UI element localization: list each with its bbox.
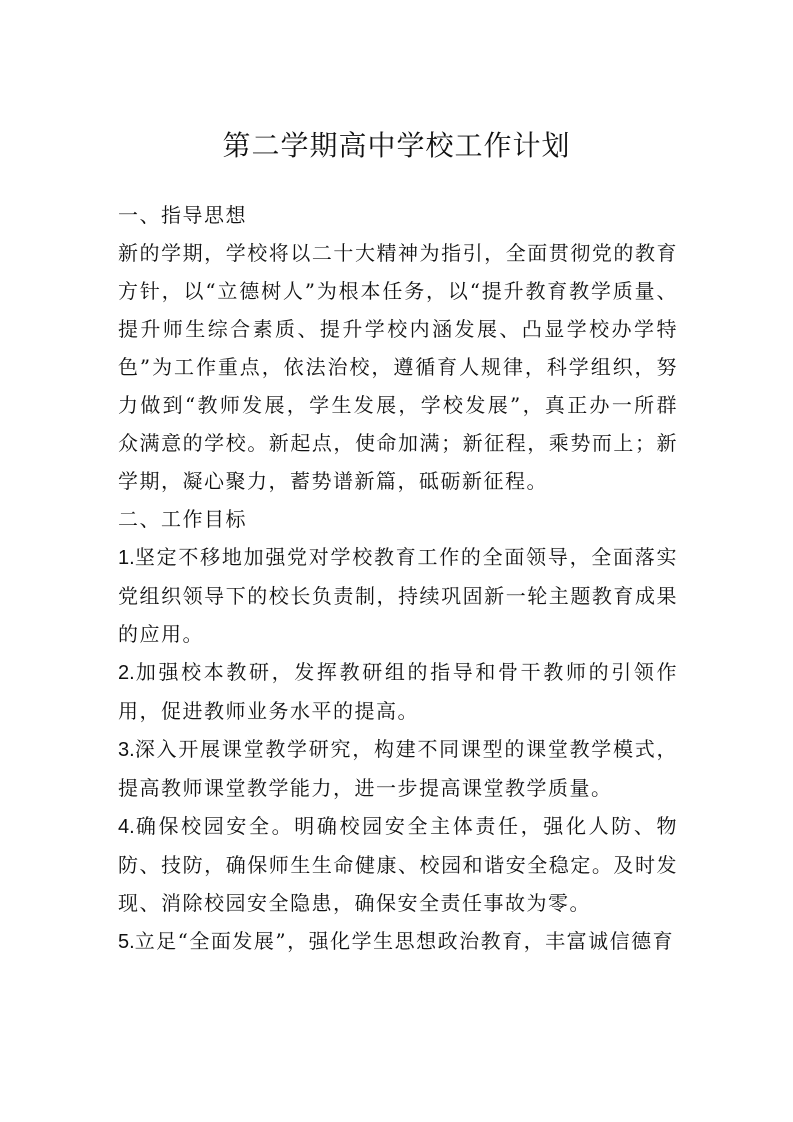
goal-text: 深入开展课堂教学研究，构建不同课型的课堂教学模式，提高教师课堂教学能力，进一步提高课堂教学质量。 [118, 737, 678, 800]
goal-item-4 [118, 807, 678, 922]
goal-item-5 [118, 922, 678, 961]
goal-text: 立足“全面发展”，强化学生思想政治教育，丰富诚信德育 [134, 929, 675, 953]
section-heading-work-goals: 二、工作目标 [118, 507, 247, 531]
goal-text: 加强校本教研，发挥教研组的指导和骨干教师的引领作用，促进教师业务水平的提高。 [118, 660, 678, 723]
document-title: 第二学期高中学校工作计划 [222, 129, 571, 162]
section-heading-guiding-ideology: 一、指导思想 [118, 203, 247, 227]
goal-number: 5. [118, 931, 135, 953]
guiding-ideology-paragraph: 新的学期，学校将以二十大精神为指引，全面贯彻党的教育方针，以“立德树人”为根本任务，以“提升教育教学质量、提升师生综合素质、提升学校内涵发展、凸显学校办学特色”为工作重点，依法治校，遵循育人规律，科学组织，努力做到“教师发展，学生发展，学校发展”，真正办一所群众满意的学校。新起点，使命加满；新征程，乘势而上；新学期，凝心聚力，蓄势谱新篇，砥砺新征程。 [118, 241, 678, 493]
goal-number: 4. [118, 816, 135, 838]
goal-item-2 [118, 653, 678, 730]
goal-number: 2. [118, 662, 135, 684]
goal-item-1 [118, 538, 678, 653]
document-body [118, 196, 678, 961]
goal-text: 坚定不移地加强党对学校教育工作的全面领导，全面落实党组织领导下的校长负责制，持续巩固新一轮主题教育成果的应用。 [118, 545, 678, 646]
goal-number: 3. [118, 739, 135, 761]
goal-text: 确保校园安全。明确校园安全主体责任，强化人防、物防、技防，确保师生生命健康、校园和谐安全稳定。及时发现、消除校园安全隐患，确保安全责任事故为零。 [118, 814, 678, 915]
goal-item-3 [118, 730, 678, 807]
goal-number: 1. [118, 547, 135, 569]
